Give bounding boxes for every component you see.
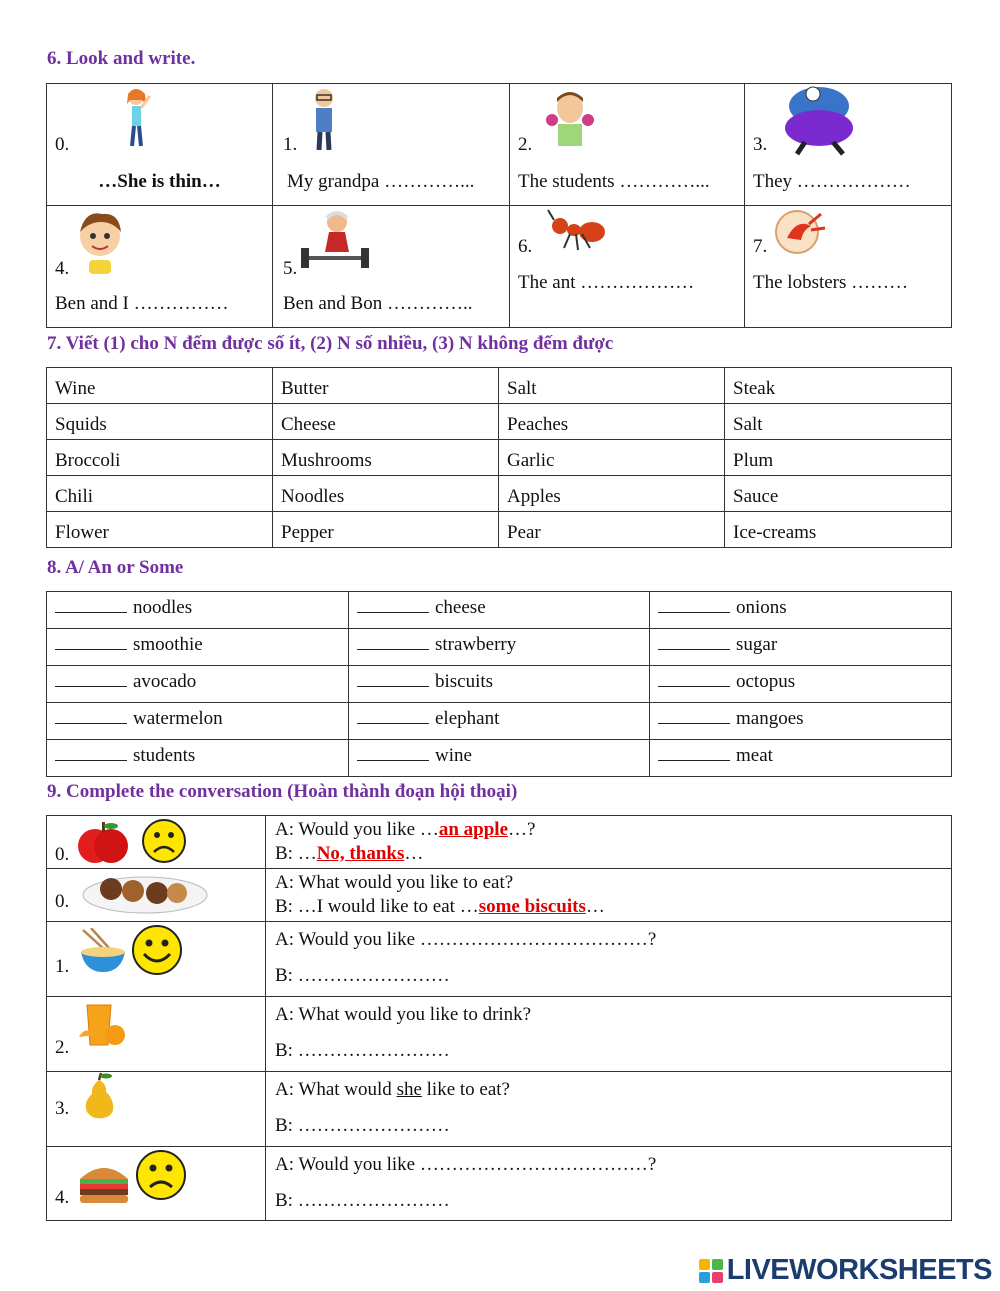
article-word: onions — [736, 597, 787, 618]
fat-man-icon — [773, 84, 865, 156]
item-sentence: Ben and Bon ………….. — [283, 293, 473, 314]
happy-face-icon — [131, 924, 183, 976]
answer-blank[interactable] — [55, 668, 127, 687]
section-8-title: 8. A/ An or Some — [47, 557, 184, 578]
picture-cell — [47, 1072, 266, 1147]
logo-cubes-icon — [699, 1259, 723, 1283]
sad-face-icon — [135, 1149, 187, 1201]
table-row — [47, 1072, 952, 1147]
item-0-cell — [47, 84, 273, 206]
article-cell — [650, 740, 952, 777]
item-number: 5. — [283, 258, 298, 279]
conversation-table — [46, 815, 952, 1221]
line-b: B: …………………… — [275, 1040, 450, 1061]
item-6-cell — [510, 206, 745, 328]
item-number: 7. — [753, 236, 768, 257]
answer-blank[interactable] — [658, 631, 730, 650]
answer-blank[interactable] — [55, 705, 127, 724]
line-a: A: Would you like ………………………………? — [275, 1154, 657, 1175]
dialogue-cell — [266, 1072, 952, 1147]
item-4-cell — [47, 206, 273, 328]
line-b: B: …………………… — [275, 965, 450, 986]
article-table — [46, 591, 952, 777]
item-sentence: The lobsters ……… — [753, 272, 909, 293]
noun-cell: Wine — [47, 368, 273, 404]
article-word: octopus — [736, 671, 796, 692]
noun-cell: Salt — [725, 404, 952, 440]
line-a-end: like to eat? — [421, 1079, 510, 1100]
item-1-cell — [273, 84, 510, 206]
article-word: noodles — [133, 597, 193, 618]
noun-cell: Steak — [725, 368, 952, 404]
brand-text: LIVEWORKSHEETS — [726, 1254, 992, 1286]
noodles-icon — [77, 928, 129, 976]
noun-classification-table — [46, 367, 952, 548]
line-a — [275, 818, 943, 842]
article-word: sugar — [736, 634, 778, 655]
biscuits-icon — [75, 871, 209, 915]
answer-blank[interactable] — [658, 705, 730, 724]
orange-juice-icon — [75, 999, 127, 1051]
apple-icon — [75, 818, 131, 866]
line-a: A: Would you like ………………………………? — [275, 929, 657, 950]
article-cell — [349, 666, 650, 703]
row-number: 3. — [55, 1098, 70, 1119]
noun-cell: Flower — [47, 512, 273, 548]
item-number: 4. — [55, 258, 70, 279]
item-sentence: …She is thin… — [98, 171, 221, 192]
noun-cell: Butter — [273, 368, 499, 404]
article-word: students — [133, 745, 196, 766]
article-cell — [47, 592, 349, 629]
section-9-title: 9. Complete the conversation (Hoàn thành đoạn hội thoại) — [47, 781, 518, 802]
noun-cell: Mushrooms — [273, 440, 499, 476]
article-cell — [349, 703, 650, 740]
line-b-text: B: … — [275, 843, 317, 864]
article-cell — [349, 592, 650, 629]
dialogue-cell — [266, 922, 952, 997]
line-a: A: What would you like to drink? — [275, 1004, 532, 1025]
answer-blank[interactable] — [357, 668, 429, 687]
noun-cell: Ice-creams — [725, 512, 952, 548]
line-a: A: What would you like to eat? — [275, 872, 514, 893]
article-word: wine — [435, 745, 472, 766]
dialogue-cell — [266, 997, 952, 1072]
picture-cell — [47, 816, 266, 869]
row-number: 0. — [55, 844, 70, 865]
line-b-end: … — [404, 843, 424, 864]
noun-cell: Pepper — [273, 512, 499, 548]
answer-blank[interactable] — [658, 594, 730, 613]
picture-cell — [47, 1147, 266, 1221]
item-number: 3. — [753, 134, 768, 155]
article-word: strawberry — [435, 634, 517, 655]
article-cell — [47, 666, 349, 703]
section-7-title: 7. Viết (1) cho N đếm được số ít, (2) N số nhiều, (3) N không đếm được — [47, 333, 614, 354]
article-word: avocado — [133, 671, 197, 692]
item-number: 2. — [518, 134, 533, 155]
noun-cell: Peaches — [499, 404, 725, 440]
article-word: mangoes — [736, 708, 804, 729]
burger-icon — [77, 1157, 131, 1205]
article-cell — [47, 629, 349, 666]
liveworksheets-logo — [699, 1254, 992, 1287]
dialogue-cell — [266, 1147, 952, 1221]
noun-cell: Pear — [499, 512, 725, 548]
article-cell — [47, 740, 349, 777]
row-number: 0. — [55, 891, 70, 912]
answer-blank[interactable] — [357, 594, 429, 613]
answer-blank[interactable] — [55, 631, 127, 650]
article-cell — [650, 666, 952, 703]
article-cell — [650, 703, 952, 740]
item-sentence: Ben and I …………… — [55, 293, 229, 314]
old-man-icon — [307, 86, 341, 152]
answer-blank[interactable] — [357, 705, 429, 724]
item-number: 0. — [55, 134, 70, 155]
answer-blank[interactable] — [658, 742, 730, 761]
noun-cell: Chili — [47, 476, 273, 512]
row-number: 4. — [55, 1187, 70, 1208]
table-row — [47, 1147, 952, 1221]
article-cell — [650, 629, 952, 666]
article-word: meat — [736, 745, 773, 766]
answer-blank[interactable] — [357, 631, 429, 650]
answer-blank[interactable] — [55, 594, 127, 613]
article-cell — [349, 740, 650, 777]
answer-blank[interactable] — [55, 742, 127, 761]
answer-blank[interactable] — [357, 742, 429, 761]
table-row — [47, 703, 952, 740]
line-b — [275, 842, 943, 866]
row-number: 1. — [55, 956, 70, 977]
noun-cell: Apples — [499, 476, 725, 512]
noun-cell: Broccoli — [47, 440, 273, 476]
table-row — [47, 869, 952, 922]
noun-cell: Salt — [499, 368, 725, 404]
weightlifter-icon — [299, 208, 371, 274]
item-5-cell — [273, 206, 510, 328]
table-row — [47, 404, 952, 440]
picture-cell — [47, 869, 266, 922]
table-row — [47, 740, 952, 777]
article-word: biscuits — [435, 671, 494, 692]
thin-woman-icon — [119, 86, 155, 152]
line-a — [275, 1072, 943, 1108]
row-number: 2. — [55, 1037, 70, 1058]
line-b-end: … — [585, 896, 605, 917]
line-b: B: …………………… — [275, 1115, 450, 1136]
table-row — [47, 922, 952, 997]
picture-cell — [47, 997, 266, 1072]
table-row — [47, 512, 952, 548]
ant-icon — [546, 208, 608, 252]
item-number: 6. — [518, 236, 533, 257]
table-row — [47, 666, 952, 703]
sad-face-icon — [141, 818, 187, 864]
dialogue-cell — [266, 816, 952, 869]
item-2-cell — [510, 84, 745, 206]
article-word: cheese — [435, 597, 486, 618]
table-row — [47, 816, 952, 869]
item-sentence: The ant ……………… — [518, 272, 695, 293]
noun-cell: Squids — [47, 404, 273, 440]
item-sentence: The students …………... — [518, 171, 710, 192]
look-and-write-table — [46, 83, 952, 328]
dialogue-cell — [266, 869, 952, 922]
item-number: 1. — [283, 134, 298, 155]
line-b: B: …………………… — [275, 1190, 450, 1211]
line-a-text: A: Would you like … — [275, 819, 439, 840]
noun-cell: Cheese — [273, 404, 499, 440]
lobster-icon — [773, 208, 827, 256]
item-3-cell — [745, 84, 952, 206]
line-a-end: …? — [508, 819, 536, 840]
item-sentence: They ……………… — [753, 171, 911, 192]
article-word: smoothie — [133, 634, 203, 655]
answer-text: an apple — [438, 819, 509, 840]
table-row — [47, 440, 952, 476]
article-cell — [650, 592, 952, 629]
strong-boy-icon — [546, 86, 594, 148]
article-cell — [47, 703, 349, 740]
boy-face-icon — [75, 208, 125, 276]
line-b-text: B: …I would like to eat … — [275, 896, 479, 917]
noun-cell: Plum — [725, 440, 952, 476]
noun-cell: Garlic — [499, 440, 725, 476]
pear-icon — [79, 1072, 119, 1120]
line-a-text: A: What would — [275, 1079, 397, 1100]
line-b — [275, 895, 943, 919]
item-7-cell — [745, 206, 952, 328]
item-sentence: My grandpa …………... — [287, 171, 475, 192]
table-row — [47, 368, 952, 404]
noun-cell: Sauce — [725, 476, 952, 512]
table-row — [47, 476, 952, 512]
table-row — [47, 592, 952, 629]
picture-cell — [47, 922, 266, 997]
noun-cell: Noodles — [273, 476, 499, 512]
section-6-title: 6. Look and write. — [47, 48, 196, 69]
answer-text: some biscuits — [478, 896, 586, 917]
table-row — [47, 629, 952, 666]
answer-text: No, thanks — [316, 843, 405, 864]
table-row — [47, 997, 952, 1072]
underlined-word: she — [396, 1079, 422, 1100]
article-word: watermelon — [133, 708, 223, 729]
article-word: elephant — [435, 708, 500, 729]
answer-blank[interactable] — [658, 668, 730, 687]
article-cell — [349, 629, 650, 666]
